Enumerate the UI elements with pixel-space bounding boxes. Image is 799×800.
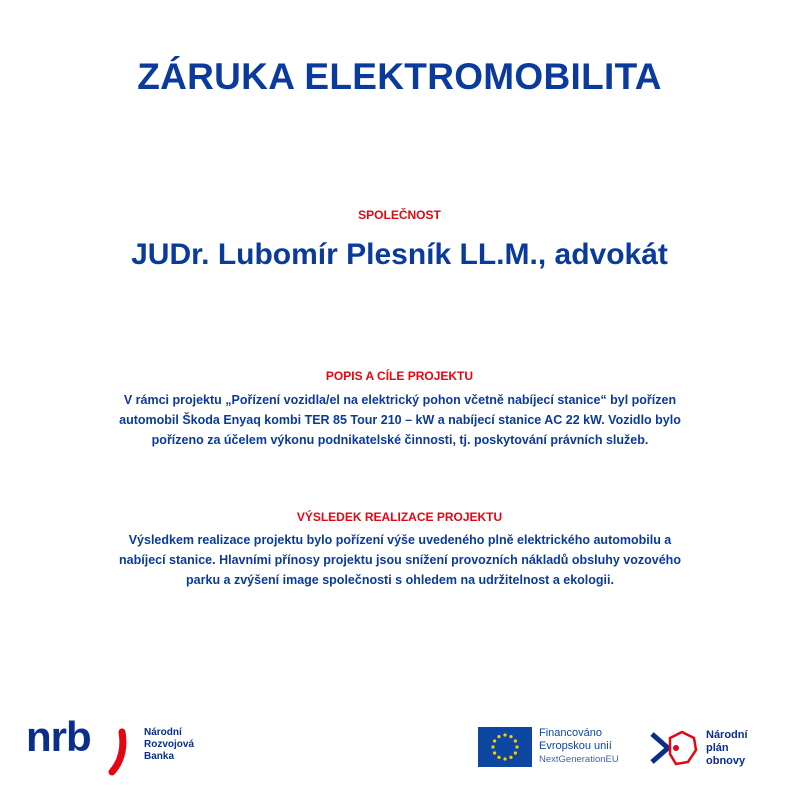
- npo-logo-icon: [648, 724, 700, 772]
- eu-flag-icon: [478, 727, 532, 767]
- nrb-name-line: Národní: [144, 727, 182, 738]
- description-text: [90, 390, 710, 450]
- eu-sub: NextGenerationEU: [539, 754, 619, 765]
- description-label: POPIS A CÍLE PROJEKTU: [325, 369, 474, 383]
- result-line: nabíjecí stanice. Hlavními přínosy projektu jsou snížení provozních nákladů obsluhy vozového: [119, 553, 681, 567]
- description-line: pořízeno za účelem výkonu podnikatelské činnosti, tj. poskytování právních služeb.: [151, 433, 649, 447]
- nrb-name-line: Rozvojová: [144, 739, 195, 750]
- page-title: ZÁRUKA ELEKTROMOBILITA: [137, 56, 662, 97]
- eu-line: Financováno: [539, 727, 602, 739]
- nrb-name-line: Banka: [144, 751, 175, 762]
- result-line: Výsledkem realizace projektu bylo pořízení výše uvedeného plně elektrického automobilu a: [128, 533, 672, 547]
- npo-line: obnovy: [706, 755, 746, 767]
- nrb-name: [144, 727, 194, 763]
- description-line: V rámci projektu „Pořízení vozidla/el na elektrický pohon včetně nabíjecí stanice“ byl pořízen: [123, 393, 677, 407]
- nrb-swoosh-icon: [108, 728, 136, 776]
- description-line: automobil Škoda Enyaq kombi TER 85 Tour 210 – kW a nabíjecí stanice AC 22 kW. Vozidlo bylo: [119, 413, 681, 427]
- result-text: [90, 530, 710, 590]
- eu-line: Evropskou unií: [539, 740, 612, 752]
- npo-line: plán: [706, 742, 729, 754]
- eu-funding-text: [539, 727, 619, 766]
- company-label: SPOLEČNOST: [358, 208, 441, 222]
- result-label: VÝSLEDEK REALIZACE PROJEKTU: [296, 510, 503, 524]
- npo-text: [706, 729, 748, 768]
- nrb-mark: nrb: [26, 713, 91, 760]
- npo-line: Národní: [706, 729, 748, 741]
- result-line: parku a zvýšení image společnosti s ohledem na udržitelnost a ekologii.: [186, 573, 614, 587]
- company-name: JUDr. Lubomír Plesník LL.M., advokát: [131, 238, 668, 271]
